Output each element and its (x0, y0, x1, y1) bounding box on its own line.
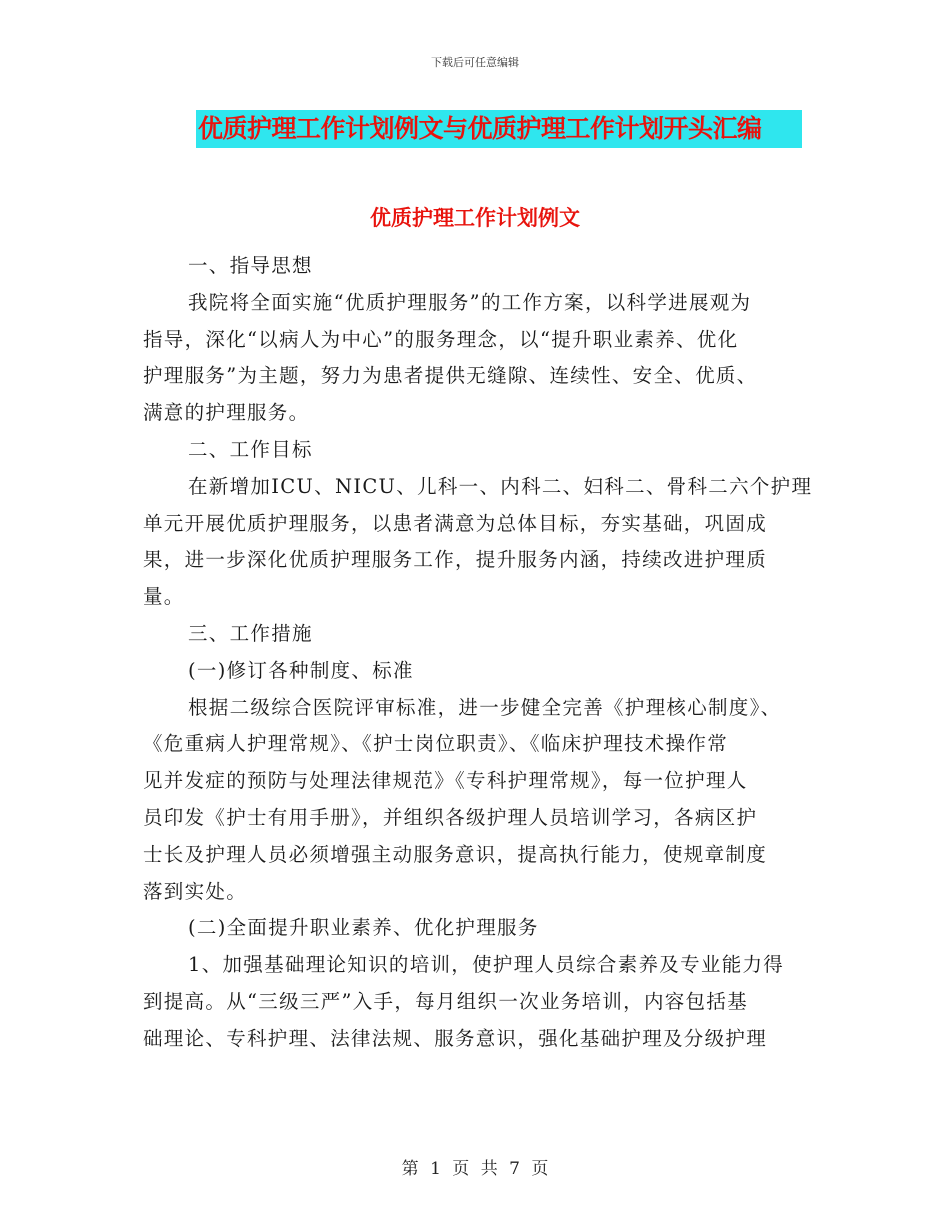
body-text (143, 248, 813, 1058)
heading-work-measures: 三、工作措施 (188, 621, 313, 645)
heading-work-goals: 二、工作目标 (188, 437, 313, 461)
paragraph-line: 落到实处。 (143, 879, 248, 903)
main-title-highlight (196, 110, 802, 148)
section-title: 优质护理工作计划例文 (370, 206, 580, 230)
subheading-revise-rules: (一)修订各种制度、标准 (188, 658, 414, 682)
header-note: 下载后可任意编辑 (431, 56, 519, 69)
paragraph-line: 单元开展优质护理服务，以患者满意为总体目标，夯实基础，巩固成 (143, 511, 768, 535)
paragraph-line: 我院将全面实施“优质护理服务”的工作方案，以科学进展观为 (188, 290, 752, 314)
paragraph-line: 《危重病人护理常规》、《护士岗位职责》、《临床护理技术操作常 (143, 732, 729, 756)
main-title: 优质护理工作计划例文与优质护理工作计划开头汇编 (198, 114, 762, 143)
paragraph-line: 础理论、专科护理、法律法规、服务意识，强化基础护理及分级护理 (143, 1026, 768, 1050)
paragraph-line: 1、加强基础理论知识的培训，使护理人员综合素养及专业能力得 (188, 953, 785, 977)
paragraph-line: 员印发《护士有用手册》，并组织各级护理人员培训学习，各病区护 (143, 805, 758, 829)
subheading-improve-service: (二)全面提升职业素养、优化护理服务 (188, 916, 539, 940)
paragraph-line: 士长及护理人员必须增强主动服务意识，提高执行能力，使规章制度 (143, 842, 768, 866)
heading-guiding-ideology: 一、指导思想 (188, 254, 313, 277)
page-number-footer: 第 1 页 共 7 页 (401, 1159, 549, 1179)
paragraph-line: 果，进一步深化优质护理服务工作，提升服务内涵，持续改进护理质 (143, 548, 768, 572)
paragraph-line: 见并发症的预防与处理法律规范》《专科护理常规》，每一位护理人 (143, 769, 748, 793)
paragraph-line: 指导，深化“以病人为中心”的服务理念，以“提升职业素养、优化 (143, 327, 739, 351)
paragraph-line: 根据二级综合医院评审标准，进一步健全完善《护理核心制度》、 (188, 695, 782, 719)
paragraph-line: 量。 (143, 585, 185, 609)
paragraph-line: 到提高。从“三级三严”入手，每月组织一次业务培训，内容包括基 (143, 989, 748, 1013)
paragraph-line: 在新增加ICU、NICU、儿科一、内科二、妇科二、骨科二六个护理 (188, 474, 813, 498)
paragraph-line: 满意的护理服务。 (143, 401, 310, 425)
paragraph-line: 护理服务”为主题，努力为患者提供无缝隙、连续性、安全、优质、 (143, 364, 758, 388)
